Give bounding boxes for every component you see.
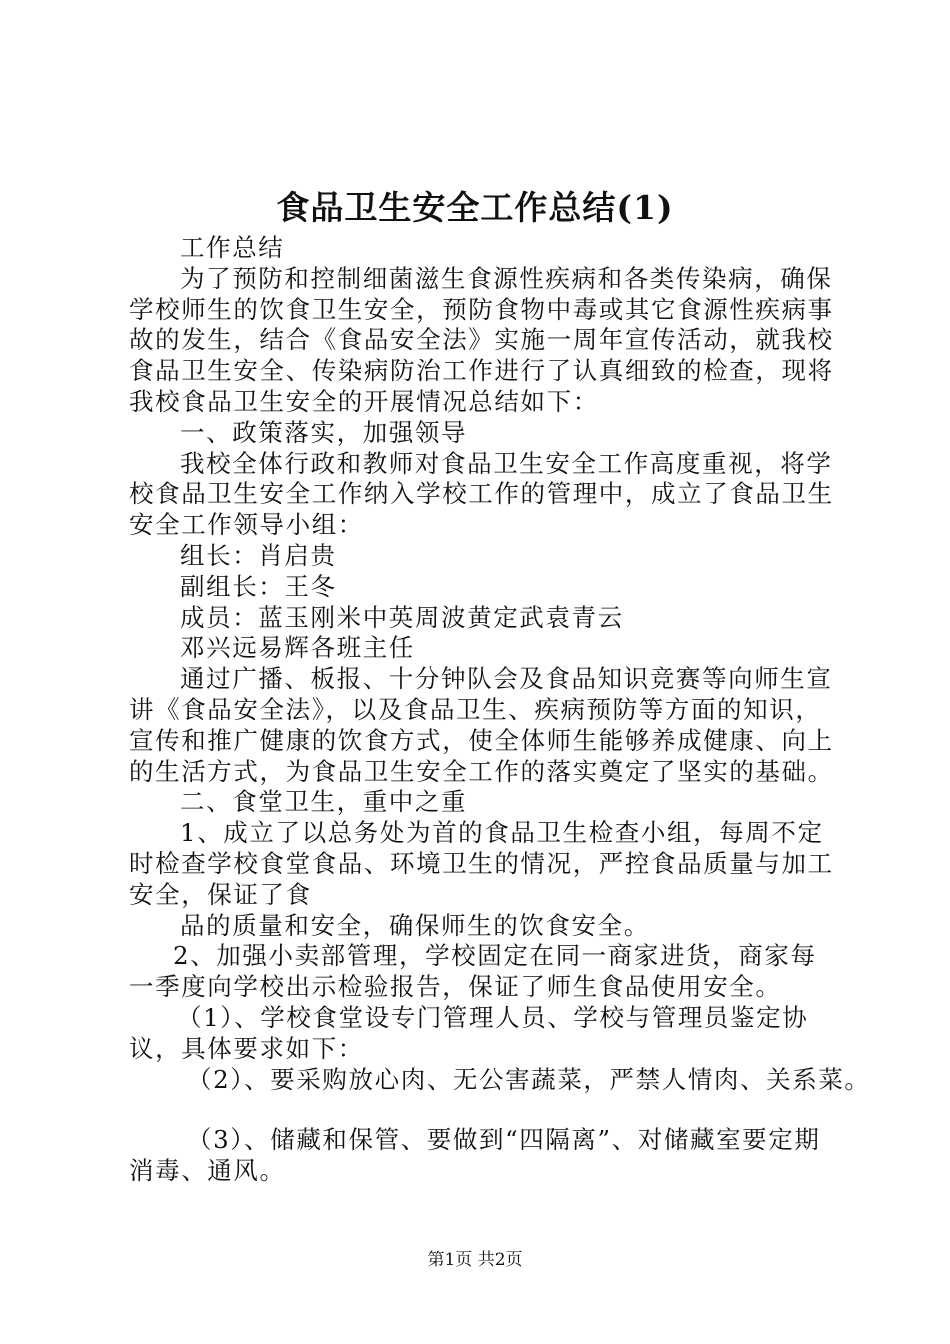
shop-management-paragraph: 2、加强小卖部管理，学校固定在同一商家进货，商家每一季度向学校出示检验报告，保证了师生食品使用安全。: [129, 941, 817, 1002]
deputy-leader-line: 副组长：王冬: [180, 571, 337, 601]
inspection-paragraph: 1、成立了以总务处为首的食品卫生检查小组，每周不定时检查学校食堂食品、环境卫生的情况，严控食品质量与加工安全，保证了食: [129, 818, 834, 909]
section-heading-2: 二、食堂卫生，重中之重: [180, 787, 468, 817]
inspection-paragraph-continued: 品的质量和安全，确保师生的饮食安全。: [180, 910, 650, 940]
leadership-paragraph: 我校全体行政和教师对食品卫生安全工作高度重视，将学校食品卫生安全工作纳入学校工作的管理中，成立了食品卫生安全工作领导小组：: [129, 448, 834, 540]
members-line: 成员：蓝玉刚米中英周波黄定武袁青云: [180, 602, 624, 632]
intro-paragraph: 为了预防和控制细菌滋生食源性疾病和各类传染病，确保学校师生的饮食卫生安全，预防食物中毒或其它食源性疾病事故的发生，结合《食品安全法》实施一周年宣传活动，就我校食品卫生安全、传染病防治工作进行了认真细致的检查，现将我校食品卫生安全的开展情况总结如下：: [129, 263, 834, 416]
blank-line: [129, 1095, 839, 1125]
publicity-paragraph: 通过广播、板报、十分钟队会及食品知识竞赛等向师生宣讲《食品安全法》，以及食品卫生、疾病预防等方面的知识，宣传和推广健康的饮食方式，使全体师生能够养成健康、向上的生活方式，为食品卫生安全工作的落实奠定了坚实的基础。: [129, 664, 834, 786]
members-line-continued: 邓兴远易辉各班主任: [180, 633, 415, 663]
requirement-item-2: （2）、要采购放心肉、无公害蔬菜，严禁人情肉、关系菜。: [187, 1064, 871, 1094]
requirement-item-1: （1）、学校食堂设专门管理人员、学校与管理员鉴定协议，具体要求如下：: [129, 1002, 809, 1063]
requirement-item-3: （3）、储藏和保管、要做到“四隔离”、对储藏室要定期消毒、通风。: [129, 1125, 821, 1186]
document-body: [129, 233, 871, 1187]
section-heading-1: 一、政策落实，加强领导: [180, 417, 468, 447]
group-leader-line: 组长：肖启贵: [180, 540, 337, 570]
page-number-footer: 第1页 共2页: [427, 1250, 523, 1270]
document-title: 食品卫生安全工作总结(1): [276, 188, 674, 227]
section-label: 工作总结: [180, 233, 285, 262]
